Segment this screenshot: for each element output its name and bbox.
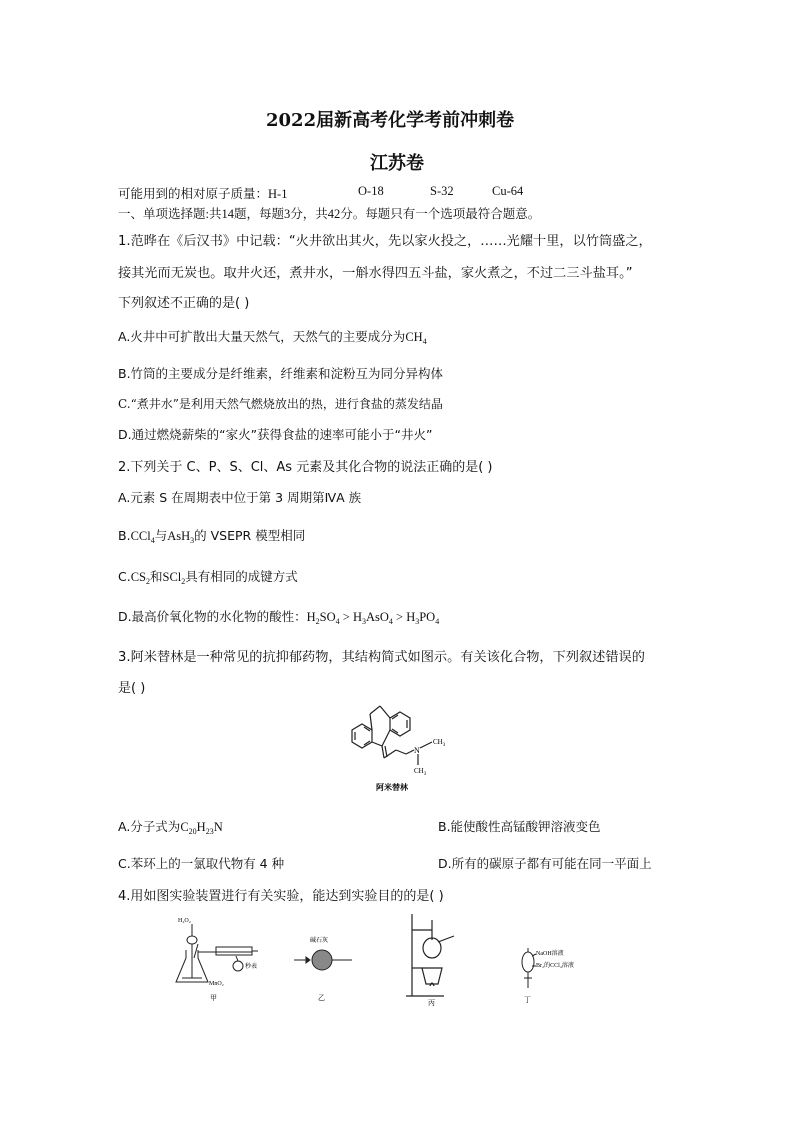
- structure-ch3-bottom-sub: 3: [423, 772, 427, 777]
- jia-label: 甲: [210, 994, 217, 1002]
- q2-option-c: [118, 567, 298, 586]
- q2-option-a: A.元素 S 在周期表中位于第 3 周期第ⅣA 族: [118, 490, 362, 505]
- q1-option-c: C.“煮井水”是利用天然气燃烧放出的热，进行食盐的蒸发结晶: [118, 397, 443, 411]
- atomic-mass-o: O-18: [358, 184, 384, 198]
- structure-caption: 阿米替林: [376, 783, 408, 792]
- q1-option-a-text: A.火井中可扩散出大量天然气，天然气的主要成分为: [118, 329, 406, 344]
- apparatus-ding: [516, 940, 588, 1006]
- gt-sign-1: >: [339, 610, 353, 624]
- q3-option-b: B.能使酸性高锰酸钾溶液变色: [438, 819, 601, 834]
- q1-option-b: B.竹筒的主要成分是纤维素，纤维素和淀粉互为同分异构体: [118, 366, 444, 381]
- formula-h2so4-sub1: 2: [315, 617, 320, 626]
- bing-label: 丙: [428, 999, 435, 1006]
- q2-option-c-suffix: 具有相同的成键方式: [185, 569, 298, 584]
- atomic-mass-s: S-32: [430, 184, 454, 198]
- q2-option-c-mid: 和: [150, 569, 163, 584]
- amitriptyline-structure: [340, 702, 470, 794]
- structure-ch3-top: [433, 738, 446, 748]
- formula-ash3-sub: 3: [190, 536, 195, 545]
- formula-h3po4-h: H: [406, 610, 416, 624]
- apparatus-bing: [404, 910, 464, 1006]
- formula-ccl4-sub: 4: [150, 536, 155, 545]
- q1-stem-line2: 接其光而无炭也。取井火还，煮井水，一斛水得四五斗盐，家火煮之，不过二三斗盐耳。”: [118, 266, 633, 281]
- apparatus-yi: [292, 930, 362, 1004]
- formula-h3po4-sub1: 3: [415, 617, 420, 626]
- jia-stopwatch: 秒表: [245, 964, 258, 970]
- formula-scl2-sub: 2: [181, 577, 186, 586]
- jia-h2o2: H₂O₂: [178, 918, 191, 924]
- formula-h3po4-sub2: 4: [435, 617, 440, 626]
- formula-h2so4-so: SO: [319, 610, 336, 624]
- formula-ccl4: [131, 529, 155, 543]
- q3-option-a: [118, 817, 223, 836]
- formula-h2so4-sub2: 4: [335, 617, 340, 626]
- yi-label: 乙: [318, 994, 325, 1002]
- formula-h3aso4-aso: AsO: [365, 610, 389, 624]
- formula-ch4: [405, 330, 426, 344]
- formula-cs2-main: CS: [130, 570, 146, 584]
- atomic-masses: [118, 184, 524, 202]
- q1-stem-line3: 下列叙述不正确的是( ): [118, 296, 250, 311]
- ding-label: 丁: [524, 996, 531, 1004]
- formula-h2so4-h: H: [306, 610, 316, 624]
- formula-cs2: [131, 570, 150, 584]
- formula-h-sub: 23: [205, 827, 214, 836]
- formula-ch4-sub: 4: [422, 337, 427, 346]
- structure-ch3-bottom: [414, 767, 427, 777]
- jia-mno2: MnO₂: [209, 981, 224, 987]
- structure-n: N: [414, 746, 420, 755]
- formula-cs2-sub: 2: [146, 577, 150, 586]
- yi-soda-lime: 碱石灰: [310, 938, 329, 944]
- formula-h3aso4-sub2: 4: [388, 617, 393, 626]
- structure-ch3-top-main: CH: [433, 738, 443, 746]
- section-heading: 一、单项选择题:共14题，每题3分，共42分。每题只有一个选项最符合题意。: [118, 207, 541, 221]
- apparatus-jia: [172, 912, 264, 1004]
- q2-stem: 2.下列关于 C、P、S、Cl、As 元素及其化合物的说法正确的是( ): [118, 460, 493, 475]
- q2-option-b-mid: 与: [154, 528, 168, 543]
- q1-option-d: D.通过燃烧薪柴的“家火”获得食盐的速率可能小于“井火”: [118, 427, 433, 442]
- formula-ccl4-main: CCl: [130, 529, 151, 543]
- formula-h3aso4-sub1: 3: [361, 617, 366, 626]
- atomic-masses-label: 可能用到的相对原子质量：: [118, 187, 269, 201]
- q3-stem-line1: 3.阿米替林是一种常见的抗抑郁药物，其结构简式如图示。有关该化合物，下列叙述错误的: [118, 650, 645, 665]
- formula-acids: [307, 610, 440, 624]
- structure-ch3-bottom-main: CH: [414, 767, 424, 775]
- q2-option-d-prefix: D.最高价氧化物的水化物的酸性：: [118, 609, 307, 624]
- formula-scl2-main: SCl: [162, 570, 182, 584]
- formula-c: C: [180, 820, 189, 834]
- structure-ch3-top-sub: 3: [442, 743, 446, 748]
- formula-h3aso4-h: H: [352, 610, 362, 624]
- atomic-mass-cu: Cu-64: [492, 184, 524, 198]
- formula-h: H: [196, 820, 206, 834]
- formula-ash3: [167, 529, 194, 543]
- q3-option-a-text: A.分子式为: [118, 819, 181, 834]
- exam-subtitle: 江苏卷: [370, 153, 424, 174]
- q2-option-b: [118, 526, 305, 545]
- q3-option-c: C.苯环上的一氯取代物有 4 种: [118, 856, 285, 871]
- formula-ash3-main: AsH: [167, 529, 191, 543]
- q2-option-b-prefix: B.: [118, 528, 131, 543]
- ding-naoh: NaOH溶液: [536, 951, 564, 957]
- q2-option-c-prefix: C.: [118, 569, 131, 584]
- q3-option-d: D.所有的碳原子都有可能在同一平面上: [438, 856, 652, 871]
- q1-stem-line1: 1.范晔在《后汉书》中记载：“火井欲出其火，先以家火投之，……光耀十里，以竹筒盛之，: [118, 234, 652, 249]
- formula-n: N: [213, 820, 223, 834]
- exam-title: 2022届新高考化学考前冲刺卷: [266, 110, 515, 131]
- q4-stem: 4.用如图实验装置进行有关实验，能达到实验目的的是( ): [118, 889, 444, 904]
- ding-br2: Br₂的CCl₄溶液: [536, 963, 574, 969]
- formula-c-sub: 20: [188, 827, 197, 836]
- q3-stem-line2: 是( ): [118, 681, 146, 696]
- q2-option-b-suffix: 的 VSEPR 模型相同: [194, 528, 306, 543]
- gt-sign-2: >: [392, 610, 407, 624]
- atomic-mass-h: H-1: [268, 187, 288, 201]
- q2-option-d: [118, 607, 439, 626]
- formula-scl2: [163, 570, 186, 584]
- formula-h3po4-po: PO: [419, 610, 436, 624]
- formula-c20h23n: [180, 820, 222, 834]
- formula-ch4-main: CH: [405, 330, 423, 344]
- q1-option-a: [118, 327, 427, 346]
